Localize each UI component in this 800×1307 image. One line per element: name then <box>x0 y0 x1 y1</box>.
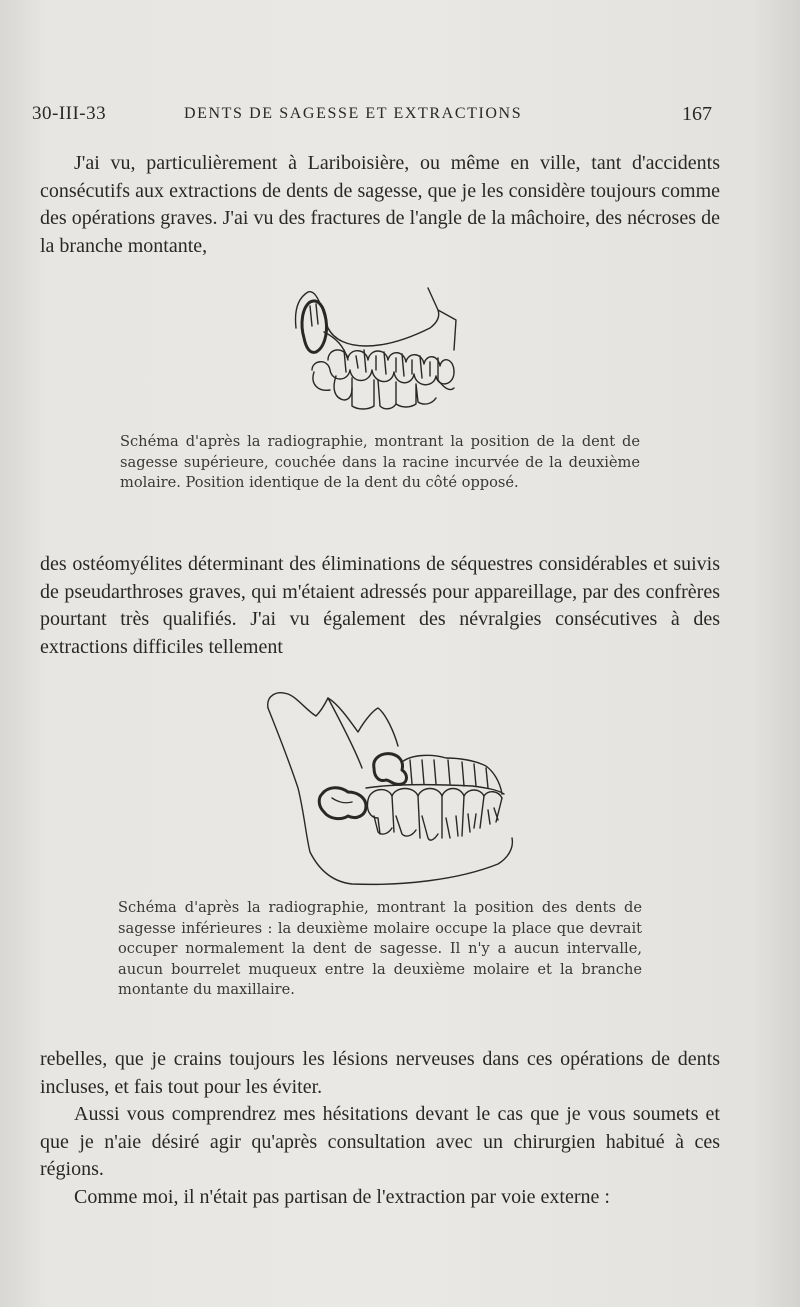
running-head <box>32 103 712 129</box>
lower-jaw-wisdom-teeth-drawing-icon <box>262 688 518 886</box>
figure-1-caption <box>120 432 640 494</box>
figure-2-caption <box>118 898 642 1001</box>
paragraph-5: Comme moi, il n'était pas partisan de l'extraction par voie externe : <box>74 1186 610 1208</box>
header-title: DENTS DE SAGESSE ET EXTRACTIONS <box>184 105 523 122</box>
page-number: 167 <box>682 103 712 125</box>
figure-2 <box>262 688 518 886</box>
upper-jaw-wisdom-tooth-drawing-icon <box>288 280 468 420</box>
paragraph-4: Aussi vous comprendrez mes hésitations devant le cas que je vous soumets et que je n'aie désiré agir qu'après consultation avec un chirurgien habitué à ces régions. <box>40 1103 720 1180</box>
paragraph-1: J'ai vu, particulièrement à Lariboisière, ou même en ville, tant d'accidents consécutifs aux extractions de dents de sagesse, que je les considère toujours comme des opérations graves. J'ai vu des fractures de l'angle de la mâchoire, des nécroses de la branche montante, <box>40 152 720 257</box>
paragraph-3: rebelles, que je crains toujours les lésions nerveuses dans ces opérations de dents incluses, et fais tout pour les éviter. <box>40 1048 720 1098</box>
figure-1 <box>288 280 468 420</box>
paragraph-2: des ostéomyélites déterminant des éliminations de séquestres considérables et suivis de pseudarthroses graves, qui m'étaient adressés pour appareillage, par des confrères pourtant très qualifiés. J'ai vu également des névralgies consécutives à des extractions difficiles tellement <box>40 553 720 658</box>
figure-2-caption-text: Schéma d'après la radiographie, montrant la position des dents de sagesse inférieures : la deuxième molaire occupe la place que devrait occuper normalement la dent de sagesse. Il n'y a aucun intervalle, aucun bourrelet muqueux entre la deuxième molaire et la branche montante du maxillaire. <box>118 899 642 998</box>
figure-1-caption-text: Schéma d'après la radiographie, montrant la position de la dent de sagesse supérieure, couchée dans la racine incurvée de la deuxième molaire. Position identique de la dent du côté opposé. <box>120 433 640 491</box>
header-date: 30-III-33 <box>32 103 107 124</box>
